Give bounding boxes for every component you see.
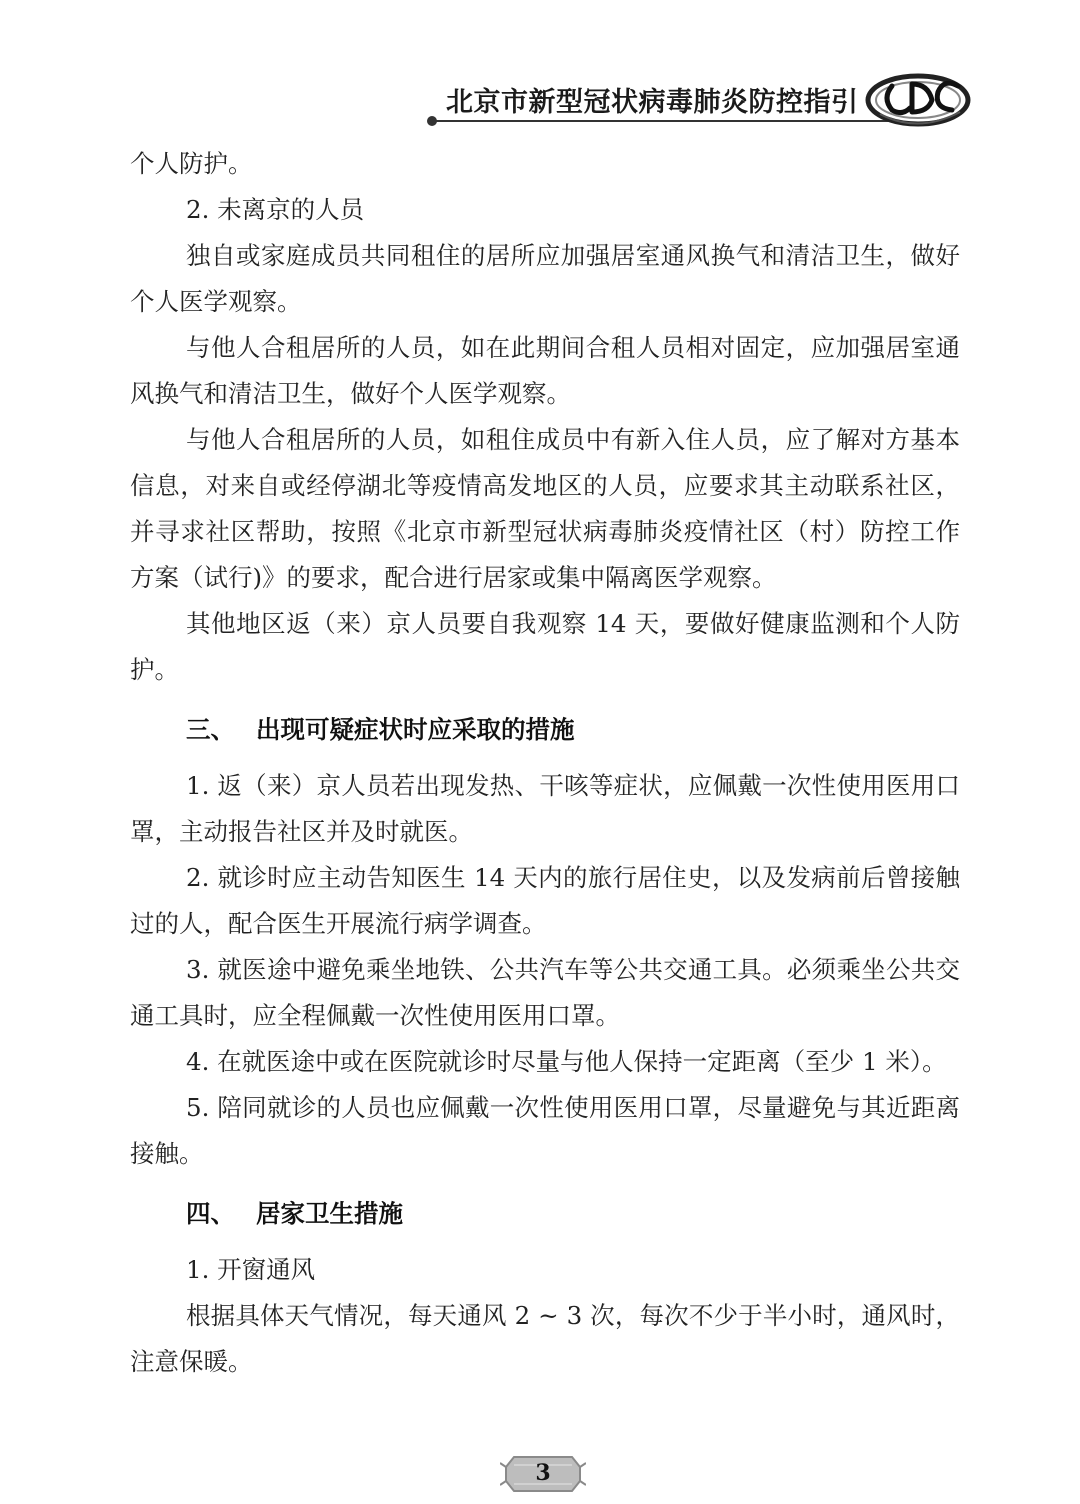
subheading-ventilation: 1. 开窗通风 (186, 1255, 316, 1284)
page-header (0, 0, 1080, 140)
list-item: 3. 就医途中避免乘坐地铁、公共汽车等公共交通工具。必须乘坐公共交通工具时，应全程佩戴一次性使用医用口罩。 (130, 955, 960, 1030)
list-item: 2. 就诊时应主动告知医生 14 天内的旅行居住史，以及发病前后曾接触过的人，配合医生开展流行病学调查。 (130, 863, 960, 938)
paragraph: 与他人合租居所的人员，如在此期间合租人员相对固定，应加强居室通风换气和清洁卫生，做好个人医学观察。 (130, 333, 960, 408)
paragraph: 独自或家庭成员共同租住的居所应加强居室通风换气和清洁卫生，做好个人医学观察。 (130, 241, 960, 316)
header-title: 北京市新型冠状病毒肺炎防控指引 (446, 87, 859, 118)
paragraph: 个人防护。 (130, 149, 253, 178)
section-title: 出现可疑症状时应采取的措施 (256, 715, 575, 744)
page-footer (500, 1451, 586, 1495)
list-item: 4. 在就医途中或在医院就诊时尽量与他人保持一定距离（至少 1 米）。 (186, 1047, 947, 1076)
paragraph: 与他人合租居所的人员，如租住成员中有新入住人员，应了解对方基本信息，对来自或经停湖北等疫情高发地区的人员，应要求其主动联系社区，并寻求社区帮助，按照《北京市新型冠状病毒肺炎疫情社区（村）防控工作方案（试行)》的要求，配合进行居家或集中隔离医学观察。 (130, 425, 960, 592)
paragraph: 其他地区返（来）京人员要自我观察 14 天，要做好健康监测和个人防护。 (130, 609, 960, 684)
section-number: 三、 (186, 715, 235, 744)
section-heading-3 (130, 707, 960, 753)
section-heading-4 (130, 1191, 960, 1237)
list-item: 5. 陪同就诊的人员也应佩戴一次性使用医用口罩，尽量避免与其近距离接触。 (130, 1093, 960, 1168)
section-title: 居家卫生措施 (256, 1199, 403, 1228)
paragraph: 根据具体天气情况，每天通风 2 ~ 3 次，每次不少于半小时，通风时，注意保暖。 (130, 1301, 960, 1376)
page-content (130, 141, 960, 1385)
page-number: 3 (535, 1460, 551, 1486)
list-item: 1. 返（来）京人员若出现发热、干咳等症状，应佩戴一次性使用医用口罩，主动报告社区并及时就医。 (130, 771, 960, 846)
cdc-logo-icon (862, 64, 972, 128)
section-number: 四、 (186, 1199, 235, 1228)
subheading-unleft-residents: 2. 未离京的人员 (186, 195, 365, 224)
header-rule (432, 120, 892, 122)
